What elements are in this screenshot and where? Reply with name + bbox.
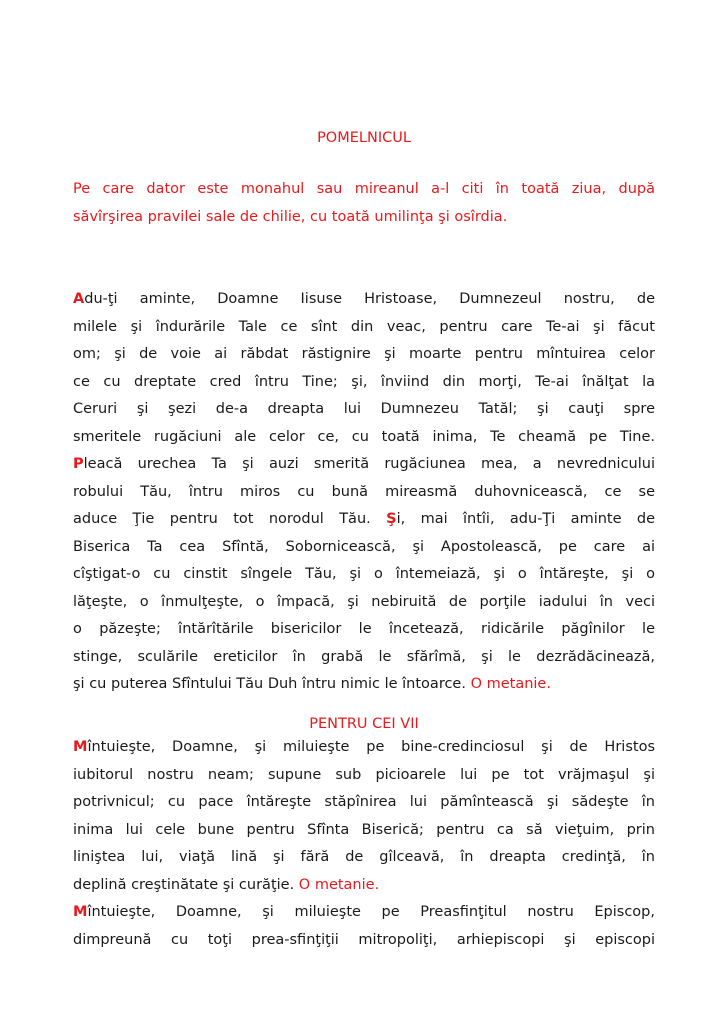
text-line (73, 734, 655, 762)
line-text: leacă urechea Ta şi auzi smerită rugăciunea mea, a nevrednicului (83, 456, 655, 472)
prayer-paragraph (73, 734, 655, 954)
initial-letter: A (73, 291, 85, 307)
line-text: du-ţi aminte, Doamne Iisuse Hristoase, Dumnezeul nostru, de (84, 291, 655, 307)
text-line: potrivnicul; cu pace întăreşte stăpînirea lui pămîntească şi sădeşte în (73, 794, 655, 810)
text-line: Ceruri şi şezi de-a dreapta lui Dumnezeu Tatăl; şi cauţi spre (73, 401, 655, 417)
prayer-paragraph (73, 286, 655, 699)
text-line: stinge, sculările ereticilor în grabă le sfărîmă, şi le dezrădăcinează, (73, 648, 655, 665)
line-text: întuieşte, Doamne, şi miluieşte pe Preasfinţitul nostru Episcop, (87, 904, 655, 920)
text-line (73, 506, 655, 534)
intro-line: Pe care dator este monahul sau mireanul a-l citi în toată ziua, după (73, 181, 655, 197)
line-text: deplină creştinătate şi curăţie. (73, 876, 295, 893)
initial-letter: M (73, 904, 88, 920)
text-line: dimpreună cu toţi prea-sfinţiţii mitropoliţi, arhiepiscopi şi episcopi (73, 931, 655, 948)
text-line: ce cu dreptate cred întru Tine; şi, înviind din morţi, Te-ai înălţat la (73, 373, 655, 390)
text-line: Biserica Ta cea Sfîntă, Sobornicească, şi Apostolească, pe care ai (73, 538, 655, 555)
initial-letter: P (73, 456, 84, 472)
text-line: om; şi de voie ai răbdat răstignire şi moarte pentru mîntuirea celor (73, 346, 655, 362)
line-text: întuieşte, Doamne, şi miluieşte pe bine-credinciosul şi de Hristos (87, 739, 655, 755)
text-line (73, 671, 655, 699)
metanie-marker: O metanie. (298, 876, 380, 893)
text-line (73, 451, 655, 479)
intro-paragraph (73, 176, 655, 231)
text-line: smeritele rugăciuni ale celor ce, cu toată inima, Te cheamă pe Tine. (73, 428, 655, 445)
text-line: liniştea lui, viaţă lină şi fără de gîlceavă, în dreapta credinţă, în (73, 849, 655, 865)
line-text: aduce Ţie pentru tot norodul Tău. (73, 511, 371, 527)
text-line: iubitorul nostru neam; supune sub picioarele lui pe tot vrăjmaşul şi (73, 766, 655, 783)
text-line: lăţeşte, o înmulţeşte, o împacă, şi nebiruită de porţile iadului în veci (73, 593, 655, 610)
text-line: milele şi îndurările Tale ce sînt din veac, pentru care Te-ai şi făcut (73, 318, 655, 335)
line-text: i, mai întîi, adu-Ţi aminte de (396, 511, 655, 527)
text-line: inima lui cele bune pentru Sfînta Biserică; pentru ca să vieţuim, prin (73, 821, 655, 838)
initial-letter: M (73, 739, 88, 755)
text-line: cîştigat-o cu cinstit sîngele Tău, şi o întemeiază, şi o întăreşte, şi o (73, 566, 655, 582)
page-title: POMELNICUL (317, 130, 411, 146)
text-line: robului Tău, întru miros cu bună mireasmă duhovnicească, ce se (73, 483, 655, 500)
intro-line: săvîrşirea pravilei sale de chilie, cu toată umilinţa şi osîrdia. (73, 208, 508, 225)
text-line (73, 286, 655, 314)
metanie-marker: O metanie. (470, 676, 551, 692)
text-line (73, 899, 655, 927)
section-heading: PENTRU CEI VII (309, 716, 419, 732)
text-line: o păzeşte; întărîtările bisericilor le încetează, ridicările păgînilor le (73, 621, 655, 637)
line-text: şi cu puterea Sfîntului Tău Duh întru nimic le întoarce. (73, 676, 466, 692)
initial-letter: Ş (386, 511, 397, 527)
text-line (73, 872, 655, 900)
